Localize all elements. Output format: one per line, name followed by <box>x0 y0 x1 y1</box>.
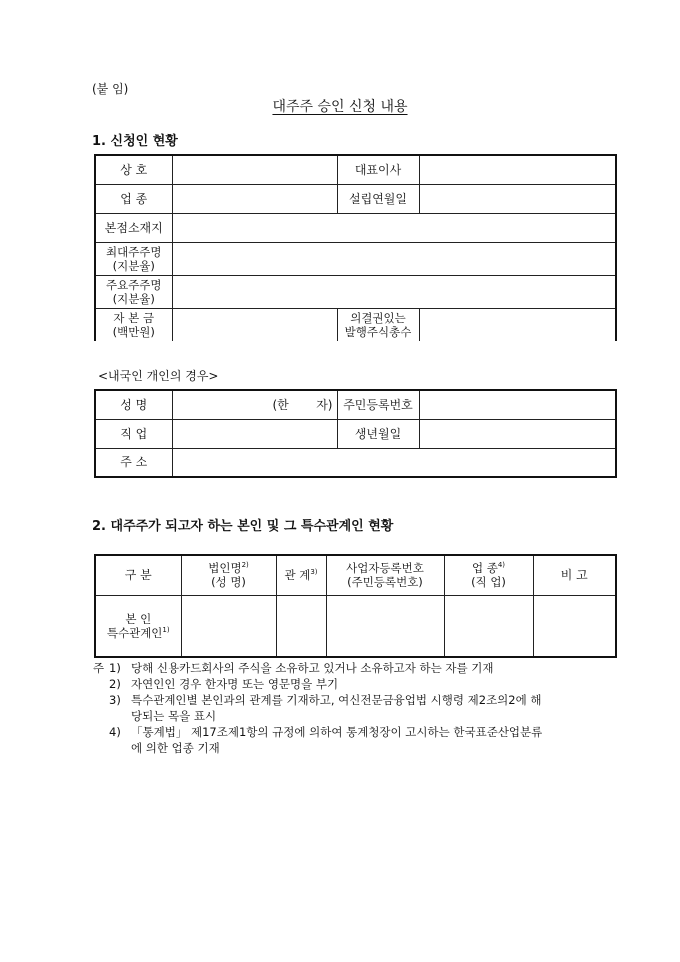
document-title-text: 대주주 승인 신청 내용 <box>272 99 408 115</box>
footnote-4-cont <box>93 740 623 756</box>
col-corp-name-line2: (성 명) <box>211 575 246 590</box>
business-type-value[interactable] <box>172 184 337 213</box>
applicant-table <box>94 154 617 341</box>
voting-shares-value[interactable] <box>419 308 616 341</box>
voting-shares-line1: 의결권있는 <box>350 310 406 325</box>
col-corp-name-line1 <box>182 561 276 575</box>
head-office-value[interactable] <box>172 213 616 242</box>
footnote-num: 2) <box>109 677 121 691</box>
footnote-text: 당해 신용카드회사의 주식을 소유하고 있거나 소유하고자 하는 자를 기재 <box>131 661 494 675</box>
footnote-num: 4) <box>109 725 121 739</box>
voting-shares-line2: 발행주식총수 <box>344 324 412 339</box>
name-label: 성 명 <box>95 390 172 419</box>
resident-no-value[interactable] <box>419 390 616 419</box>
name-value[interactable] <box>172 390 337 419</box>
col-relation-sup: 3) <box>310 568 318 577</box>
footnote-3-cont <box>93 708 623 724</box>
head-office-label: 본점소재지 <box>95 213 172 242</box>
col-corp-name <box>181 555 276 595</box>
cell-biz-no[interactable] <box>326 595 444 657</box>
footnotes <box>93 660 623 756</box>
footnote-text: 「통계법」 제17조제1항의 규정에 의하여 통계청장이 고시하는 한국표준산업분류 <box>131 725 543 739</box>
major-shareholder-line1: 주요주주명 <box>105 277 162 292</box>
cell-corp-name[interactable] <box>181 595 276 657</box>
footnote-2 <box>93 676 623 692</box>
address-label: 주 소 <box>95 448 172 477</box>
col-industry-line1 <box>445 561 533 575</box>
col-remarks: 비 고 <box>533 555 616 595</box>
row-related-sup: 1) <box>162 625 170 634</box>
footnote-3 <box>93 692 623 708</box>
establishment-date-value[interactable] <box>419 184 616 213</box>
col-industry-line2: (직 업) <box>471 575 506 590</box>
capital-line2: (백만원) <box>112 324 155 339</box>
footnote-lead: 주 <box>93 661 105 675</box>
capital-value[interactable] <box>172 308 337 341</box>
col-industry <box>444 555 533 595</box>
col-category: 구 분 <box>95 555 181 595</box>
footnote-num: 3) <box>109 693 121 707</box>
occupation-label: 직 업 <box>95 419 172 448</box>
col-relation <box>276 555 326 595</box>
document-title <box>0 96 680 116</box>
cell-remarks[interactable] <box>533 595 616 657</box>
largest-shareholder-line2: (지분율) <box>112 258 155 273</box>
attachment-label: (붙 임) <box>92 82 129 96</box>
largest-shareholder-line1: 최대주주명 <box>105 244 162 259</box>
birth-date-value[interactable] <box>419 419 616 448</box>
hanja-open: (한 <box>272 397 289 412</box>
capital-label <box>95 308 172 341</box>
occupation-value[interactable] <box>172 419 337 448</box>
footnote-text: 자연인인 경우 한자명 또는 영문명을 부기 <box>131 677 339 691</box>
major-shareholder-value[interactable] <box>172 275 616 308</box>
footnote-text: 특수관계인별 본인과의 관계를 기재하고, 여신전문금융업법 시행령 제2조의2에 해 <box>131 693 542 707</box>
birth-date-label: 생년월일 <box>337 419 419 448</box>
domestic-individual-label: <내국인 개인의 경우> <box>98 369 219 383</box>
business-type-label: 업 종 <box>95 184 172 213</box>
footnote-num: 1) <box>109 661 121 675</box>
cell-industry[interactable] <box>444 595 533 657</box>
col-biz-no <box>326 555 444 595</box>
voting-shares-label <box>337 308 419 341</box>
resident-no-label: 주민등록번호 <box>337 390 419 419</box>
col-corp-name-sup: 2) <box>241 561 249 570</box>
trade-name-value[interactable] <box>172 155 337 184</box>
col-relation-text: 관 계 <box>284 568 311 583</box>
col-biz-no-line1: 사업자등록번호 <box>346 561 424 576</box>
row-related-label: 특수관계인 <box>106 625 163 640</box>
col-biz-no-line2: (주민등록번호) <box>347 575 423 590</box>
capital-line1: 자 본 금 <box>113 310 155 325</box>
col-corp-name-text: 법인명 <box>208 561 242 576</box>
row-related-label-line <box>96 626 181 640</box>
footnote-text: 에 의한 업종 기재 <box>131 741 220 755</box>
largest-shareholder-label <box>95 242 172 275</box>
address-value[interactable] <box>172 448 616 477</box>
col-industry-sup: 4) <box>497 561 506 570</box>
shareholder-table <box>94 554 617 658</box>
cell-relation[interactable] <box>276 595 326 657</box>
major-shareholder-line2: (지분율) <box>112 291 155 306</box>
footnote-1 <box>93 660 623 676</box>
footnote-4 <box>93 724 623 740</box>
domestic-individual-table <box>94 389 617 478</box>
representative-label: 대표이사 <box>337 155 419 184</box>
footnote-text: 당되는 목을 표시 <box>131 709 217 723</box>
row-self-related <box>95 595 181 657</box>
section2-heading: 2. 대주주가 되고자 하는 본인 및 그 특수관계인 현황 <box>92 519 394 534</box>
trade-name-label: 상 호 <box>95 155 172 184</box>
row-self-label: 본 인 <box>125 611 152 626</box>
representative-value[interactable] <box>419 155 616 184</box>
major-shareholder-label <box>95 275 172 308</box>
hanja-close: 자) <box>316 397 333 412</box>
col-industry-text: 업 종 <box>471 561 498 576</box>
section1-heading: 1. 신청인 현황 <box>92 134 178 149</box>
establishment-date-label: 설립연월일 <box>337 184 419 213</box>
largest-shareholder-value[interactable] <box>172 242 616 275</box>
